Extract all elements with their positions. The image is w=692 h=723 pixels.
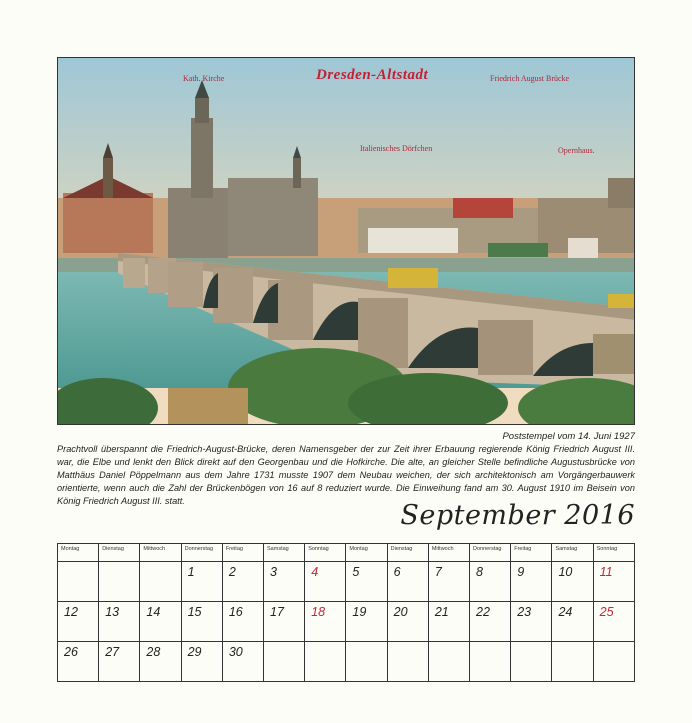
day-cell: 13 — [99, 602, 140, 642]
postcard-title: Dresden-Altstadt — [316, 67, 429, 83]
day-cell: 2 — [222, 562, 263, 602]
day-cell: 15 — [181, 602, 222, 642]
day-cell-sunday: 11 — [593, 562, 634, 602]
postmark-date: Poststempel vom 14. Juni 1927 — [502, 431, 635, 442]
day-cell — [140, 562, 181, 602]
day-cell: 1 — [181, 562, 222, 602]
weekday-label: Mittwoch — [140, 544, 181, 562]
day-cell: 17 — [264, 602, 305, 642]
weekday-label: Freitag — [222, 544, 263, 562]
weekday-label: Donnerstag — [470, 544, 511, 562]
day-cell-sunday: 4 — [305, 562, 346, 602]
label-kath-kirche: Kath. Kirche — [183, 74, 225, 83]
day-cell: 9 — [511, 562, 552, 602]
weekday-label: Samstag — [552, 544, 593, 562]
caption-text: Prachtvoll überspannt die Friedrich-August-Brücke, deren Namensgeber der zur Zeit ihrer Erbauung regierende König Friedrich August III. war, die Elbe und lenkt den Blick direkt auf den Georgenbau und die Hofkirche. Die alte, an gleicher Stelle befindliche Augustusbrücke von Matthäus Daniel Pöppelmann aus dem Jahre 1731 musste 1907 dem Neubau weichen, der sich architektonisch am Vorgängerbauwerk orientierte, wenn auch die Zahl der Brückenbögen von 16 auf 8 reduziert wurde. Die Einweihung fand am 30. August 1910 im Beisein von König Friedrich August III. statt. — [57, 444, 635, 506]
weekday-header-row — [58, 544, 635, 562]
postcard-image — [57, 57, 635, 425]
day-cell: 23 — [511, 602, 552, 642]
weekday-label: Samstag — [264, 544, 305, 562]
week-row — [58, 642, 635, 682]
week-row — [58, 562, 635, 602]
day-cell: 19 — [346, 602, 387, 642]
day-cell: 14 — [140, 602, 181, 642]
day-cell: 28 — [140, 642, 181, 682]
day-cell: 6 — [387, 562, 428, 602]
day-cell: 7 — [428, 562, 469, 602]
day-cell: 20 — [387, 602, 428, 642]
day-cell: 24 — [552, 602, 593, 642]
day-cell: 12 — [58, 602, 99, 642]
day-cell: 29 — [181, 642, 222, 682]
weekday-label: Freitag — [511, 544, 552, 562]
day-cell-sunday — [593, 642, 634, 682]
weekday-label: Montag — [58, 544, 99, 562]
day-cell: 8 — [470, 562, 511, 602]
day-cell — [428, 642, 469, 682]
day-cell — [58, 562, 99, 602]
day-cell-sunday: 18 — [305, 602, 346, 642]
day-cell: 21 — [428, 602, 469, 642]
weekday-label: Dienstag — [387, 544, 428, 562]
day-cell: 10 — [552, 562, 593, 602]
day-cell: 16 — [222, 602, 263, 642]
day-cell: 26 — [58, 642, 99, 682]
day-cell — [346, 642, 387, 682]
weekday-label: Montag — [346, 544, 387, 562]
day-cell: 5 — [346, 562, 387, 602]
day-cell: 22 — [470, 602, 511, 642]
day-cell: 3 — [264, 562, 305, 602]
day-cell-sunday: 25 — [593, 602, 634, 642]
day-cell-sunday — [305, 642, 346, 682]
weekday-label: Mittwoch — [428, 544, 469, 562]
label-opernhaus: Opernhaus. — [558, 146, 595, 155]
label-italienisches-doerfchen: Italienisches Dörfchen — [360, 144, 433, 153]
weekday-label: Sonntag — [305, 544, 346, 562]
day-cell — [552, 642, 593, 682]
day-cell — [511, 642, 552, 682]
weekday-label: Donnerstag — [181, 544, 222, 562]
day-cell — [99, 562, 140, 602]
day-cell — [264, 642, 305, 682]
weekday-label: Sonntag — [593, 544, 634, 562]
week-row — [58, 602, 635, 642]
dresden-illustration — [58, 58, 635, 425]
calendar-grid — [57, 543, 635, 682]
day-cell — [387, 642, 428, 682]
weekday-label: Dienstag — [99, 544, 140, 562]
month-title: September 2016 — [400, 500, 635, 531]
day-cell — [470, 642, 511, 682]
label-friedrich-august-bruecke: Friedrich August Brücke — [490, 74, 570, 83]
day-cell: 27 — [99, 642, 140, 682]
day-cell: 30 — [222, 642, 263, 682]
